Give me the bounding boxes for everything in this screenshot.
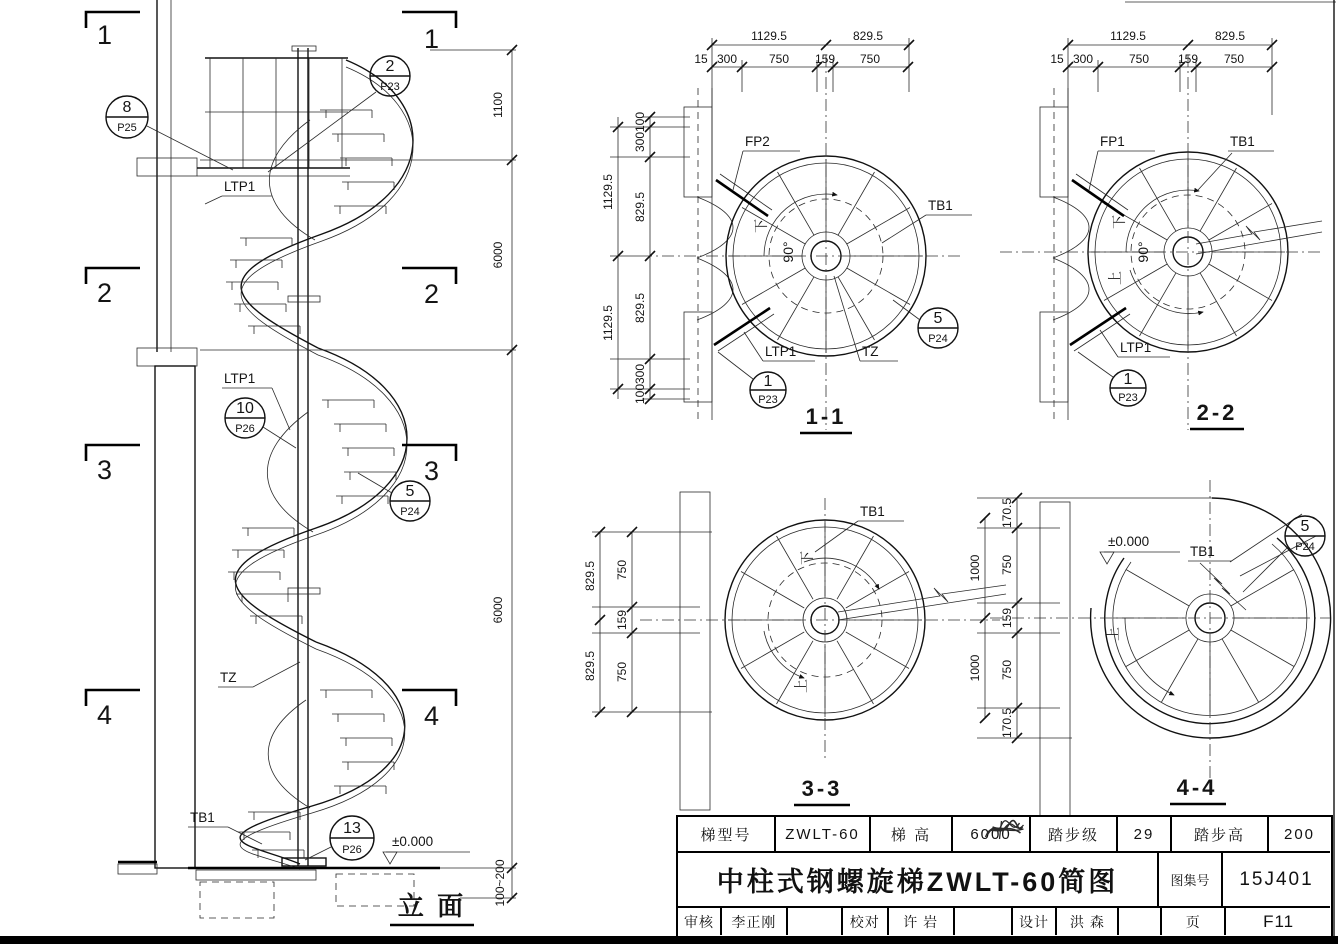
plan22-title: 2-2 — [1196, 400, 1238, 425]
level-triangle-icon — [1100, 552, 1114, 564]
dim-100-200: 100~200 — [493, 859, 507, 907]
ref-page: P23 — [1118, 392, 1138, 404]
down-label: 下 — [753, 219, 769, 233]
plan-view-4-4 — [968, 480, 1331, 832]
wall-section-hatched — [155, 366, 195, 868]
plan-view-2-2 — [1000, 29, 1322, 430]
dim: 1129.5 — [1110, 29, 1146, 43]
ref-page: P24 — [928, 333, 948, 345]
design-name: 洪 森 — [1057, 908, 1119, 935]
floor-slab-upper — [137, 158, 197, 176]
ref-page: P23 — [380, 81, 400, 93]
ltp1-label-mid: LTP1 — [224, 371, 256, 386]
proof-label: 校对 — [843, 908, 889, 935]
dim: 300 — [633, 363, 647, 385]
stair-height-label: 梯 高 — [871, 817, 953, 853]
down-label: 下 — [799, 551, 815, 565]
foundation-dashed — [200, 882, 274, 918]
rotation-arc-down — [804, 558, 879, 589]
dim: 1000 — [968, 554, 982, 582]
elevation-dims-right — [200, 45, 517, 907]
ref-num: 1 — [1123, 371, 1133, 388]
angle-label: 90° — [1135, 241, 1151, 263]
plan11-title: 1-1 — [805, 404, 847, 429]
section-marker-2-right: 2 — [424, 279, 440, 309]
level-mark-text: ±0.000 — [392, 834, 434, 849]
ref-num: 13 — [343, 820, 361, 837]
plan33-title: 3-3 — [801, 776, 843, 801]
detail-ref-8-p25 — [106, 96, 233, 170]
proof-signature — [955, 908, 1013, 935]
section-marker-4-left: 4 — [97, 700, 113, 730]
review-name: 李正刚 — [722, 908, 788, 935]
detail-ref-5-p24-elev — [358, 473, 430, 521]
atlas-no-value: 15J401 — [1223, 853, 1330, 908]
ref-page: P23 — [758, 394, 778, 406]
dim: 750 — [1000, 554, 1014, 576]
plan44-wall — [1040, 502, 1070, 832]
fp2-label: FP2 — [745, 134, 770, 149]
detail-ref-5-p24-c — [1243, 516, 1325, 592]
ref-num: 5 — [405, 483, 415, 500]
stair-model-label: 梯型号 — [678, 817, 776, 853]
plan11-dims-left — [601, 112, 690, 404]
tz-label: TZ — [220, 670, 237, 685]
dim: 100 — [633, 383, 647, 405]
dim: 100 — [633, 111, 647, 133]
break-line — [838, 585, 1006, 612]
dim: 750 — [615, 661, 629, 683]
detail-ref-1-p23-b — [1078, 352, 1146, 406]
plan11-dims-top — [694, 29, 914, 107]
dim: 300 — [633, 131, 647, 153]
ref-page: P26 — [235, 423, 255, 435]
page-no: F11 — [1263, 911, 1295, 931]
up-label: 上 — [1105, 627, 1121, 641]
tb1-label: TB1 — [1230, 134, 1255, 149]
dim: 750 — [1000, 659, 1014, 681]
ref-num: 2 — [385, 58, 395, 75]
plan33-dims-left — [583, 527, 712, 717]
riser-height-label: 踏步高 — [1172, 817, 1269, 853]
dim: 159 — [615, 609, 629, 631]
level-triangle-icon — [383, 852, 397, 864]
ltp1-label: LTP1 — [765, 344, 797, 359]
dim-1100: 1100 — [491, 92, 505, 118]
section-markers — [86, 12, 456, 731]
tb1-label: TB1 — [928, 198, 953, 213]
dim: 750 — [768, 52, 790, 66]
rotation-arc-up — [1125, 618, 1174, 695]
dim: 159 — [1177, 52, 1199, 66]
drawing-title: 中柱式钢螺旋梯ZWLT-60简图 — [678, 853, 1159, 908]
level-mark-text: ±0.000 — [1108, 534, 1150, 549]
dim: 829.5 — [583, 650, 597, 682]
section-marker-3-left: 3 — [97, 455, 113, 485]
dim: 750 — [615, 559, 629, 581]
stair-height-value: 6000 — [953, 817, 1031, 853]
spiral-handrail — [235, 60, 413, 869]
fp1-label: FP1 — [1100, 134, 1125, 149]
plan44-labels — [1100, 534, 1246, 641]
detail-ref-5-p24 — [893, 300, 958, 348]
section-marker-3-right: 3 — [424, 456, 440, 486]
tread-count-label: 踏步级 — [1031, 817, 1118, 853]
ref-num: 5 — [1300, 518, 1310, 535]
dim: 829.5 — [633, 292, 647, 324]
plan22-walls — [1040, 88, 1089, 420]
detail-ref-1-p23 — [718, 352, 786, 408]
tb1-label: TB1 — [1190, 544, 1215, 559]
dim: 829.5 — [852, 29, 884, 43]
ref-page: P24 — [1295, 541, 1315, 553]
detail-ref-10-p26 — [225, 398, 296, 448]
tread-count-value: 29 — [1118, 817, 1172, 853]
dim: 159 — [1000, 607, 1014, 629]
plan33-wall — [680, 492, 710, 810]
center-column — [282, 46, 326, 866]
dim: 170.5 — [1000, 497, 1014, 529]
review-label: 审核 — [678, 908, 722, 935]
title-block-row-title — [678, 853, 1331, 908]
elevation-title: 立 面 — [397, 891, 467, 921]
atlas-no-label: 图集号 — [1159, 853, 1223, 908]
detail-ref-2-p23 — [268, 56, 410, 172]
down-label: 下 — [1111, 215, 1127, 229]
floor-slab-mid — [137, 348, 197, 366]
ref-num: 10 — [236, 400, 254, 417]
dim: 829.5 — [1214, 29, 1246, 43]
plan11-ramps — [714, 174, 774, 351]
design-signature — [1119, 908, 1162, 935]
dim: 1129.5 — [601, 174, 615, 210]
title-block-row-people — [678, 908, 1331, 935]
ref-page: P26 — [342, 844, 362, 856]
page-label: 页 — [1162, 908, 1226, 935]
dim: 750 — [1128, 52, 1150, 66]
section-marker-1-right: 1 — [424, 24, 440, 54]
elevation-view — [86, 0, 517, 925]
dim: 1129.5 — [601, 305, 615, 341]
dim: 750 — [859, 52, 881, 66]
plan-view-3-3 — [583, 492, 1006, 810]
ltp1-label: LTP1 — [1120, 340, 1152, 355]
plan44-title: 4-4 — [1176, 775, 1218, 800]
ref-num: 5 — [933, 310, 943, 327]
design-label: 设计 — [1013, 908, 1058, 935]
tb1-label-elev: TB1 — [190, 810, 215, 825]
tb1-label: TB1 — [860, 504, 885, 519]
stair-model-value: ZWLT-60 — [776, 817, 871, 853]
detail-ref-13-p26 — [305, 816, 374, 860]
dim: 829.5 — [583, 560, 597, 592]
up-label: 上 — [793, 679, 809, 693]
ref-page: P24 — [400, 506, 420, 518]
plan22-dims-top — [1050, 29, 1277, 115]
top-platform-railing — [197, 58, 350, 176]
dim: 1129.5 — [751, 29, 787, 43]
section-marker-2-left: 2 — [97, 278, 113, 308]
plan22-ramps — [1070, 174, 1130, 351]
plan33-labels — [793, 504, 904, 693]
dim-6000-a: 6000 — [491, 241, 505, 269]
section-marker-1-left: 1 — [97, 20, 113, 50]
spiral-treads — [226, 110, 396, 858]
elevation-wall — [137, 0, 197, 868]
ref-num: 8 — [122, 99, 132, 116]
review-signature — [788, 908, 843, 935]
dim: 15 — [694, 52, 708, 66]
dim: 170.5 — [1000, 707, 1014, 739]
riser-height-value: 200 — [1269, 817, 1330, 853]
dim: 15 — [1050, 52, 1064, 66]
dim: 159 — [814, 52, 836, 66]
tz-label: TZ — [862, 344, 879, 359]
ref-num: 1 — [763, 373, 773, 390]
dim: 1000 — [968, 654, 982, 682]
ltp1-label-upper: LTP1 — [224, 179, 256, 194]
angle-label: 90° — [780, 241, 796, 263]
rotation-arc-down — [1130, 270, 1203, 314]
dim: 829.5 — [633, 191, 647, 223]
title-block — [676, 815, 1333, 938]
dim-6000-b: 6000 — [491, 596, 505, 624]
section-marker-4-right: 4 — [424, 701, 440, 731]
break-line — [1196, 221, 1322, 244]
plan-view-1-1 — [601, 29, 972, 433]
dim: 300 — [1072, 52, 1094, 66]
dim: 300 — [716, 52, 738, 66]
ref-page: P25 — [117, 122, 137, 134]
up-label: 上 — [1107, 271, 1123, 285]
rotation-arc-up — [764, 631, 804, 678]
dim: 750 — [1223, 52, 1245, 66]
proof-name: 许 岩 — [889, 908, 955, 935]
